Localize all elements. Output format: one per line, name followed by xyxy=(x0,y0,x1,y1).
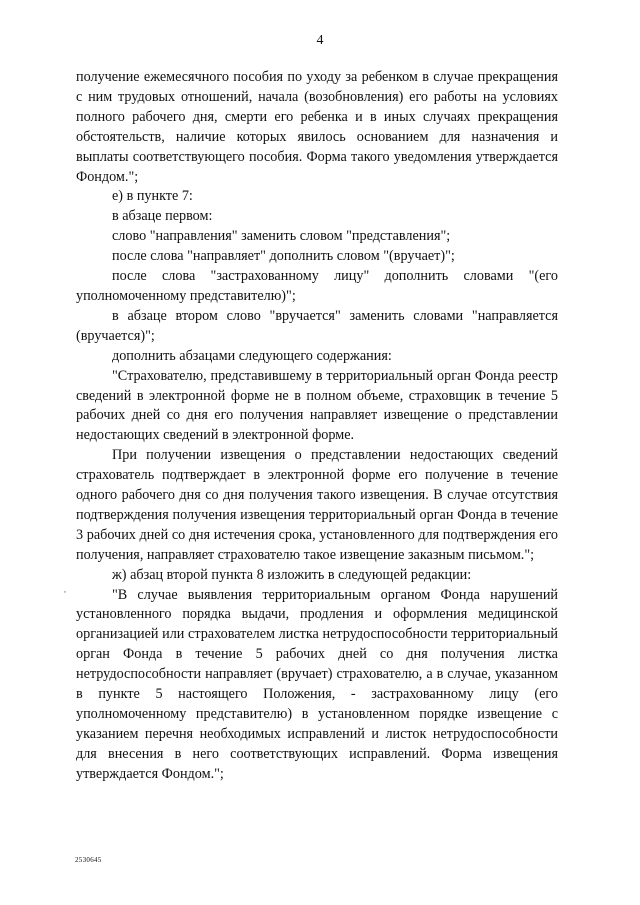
paragraph: ж) абзац второй пункта 8 изложить в следующей редакции: xyxy=(112,566,472,583)
paragraph: "Страхователю, представившему в территориальный орган Фонда реестр сведений в электронной форме не в полном объеме, страховщик в течение 5 рабочих дней со дня его получения направляет извещение о представлении недостающих сведений в электронной форме. xyxy=(76,367,558,444)
paragraph: после слова "застрахованному лицу" дополнить словами "(его уполномоченному представителю)"; xyxy=(76,268,558,304)
paragraph: после слова "направляет" дополнить словом "(вручает)"; xyxy=(112,248,455,265)
paragraph: При получении извещения о представлении недостающих сведений страхователь подтверждает в электронной форме его получение в течение одного рабочего дня со дня получения такого извещения. В случае отсутствия подтверждения получения извещения территориальный орган Фонда в течение 3 рабочих дней со дня истечения срока, установленного для подтверждения его получения, направляет страхователю такое извещение заказным письмом."; xyxy=(76,447,558,563)
paragraph: в абзаце втором слово "вручается" заменить словами "направляется (вручается)"; xyxy=(76,307,558,344)
page-number: 4 xyxy=(316,33,324,48)
paragraph: получение ежемесячного пособия по уходу за ребенком в случае прекращения с ним трудовых отношений, начала (возобновления) его работы на условиях полного рабочего дня, смерти его ребенка и в иных случаях прекращения обстоятельств, наличие которых явилось основанием для назначения и выплаты соответствующего пособия. Форма такого уведомления утверждается Фондом."; xyxy=(76,69,558,185)
document-code: 2530645 xyxy=(75,856,102,864)
paragraph: е) в пункте 7: xyxy=(112,188,193,205)
document-body xyxy=(76,68,558,785)
paragraph: слово "направления" заменить словом "представления"; xyxy=(112,228,451,245)
margin-mark: , xyxy=(64,585,66,594)
paragraph: "В случае выявления территориальным органом Фонда нарушений установленного порядка выдачи, продления и оформления медицинской организацией или страхователем листка нетрудоспособности территориальный орган Фонда в течение 5 рабочих дней со дня получения листка нетрудоспособности направляет (вручает) страхователю, а в случае, указанном в пункте 5 настоящего Положения, - застрахованному лицу (его уполномоченному представителю) в установленном порядке извещение с указанием перечня необходимых исправлений и листок нетрудоспособности для внесения в него соответствующих исправлений. Форма извещения утверждается Фондом."; xyxy=(76,586,558,782)
paragraph: дополнить абзацами следующего содержания: xyxy=(112,347,392,364)
paragraph: в абзаце первом: xyxy=(112,208,213,225)
